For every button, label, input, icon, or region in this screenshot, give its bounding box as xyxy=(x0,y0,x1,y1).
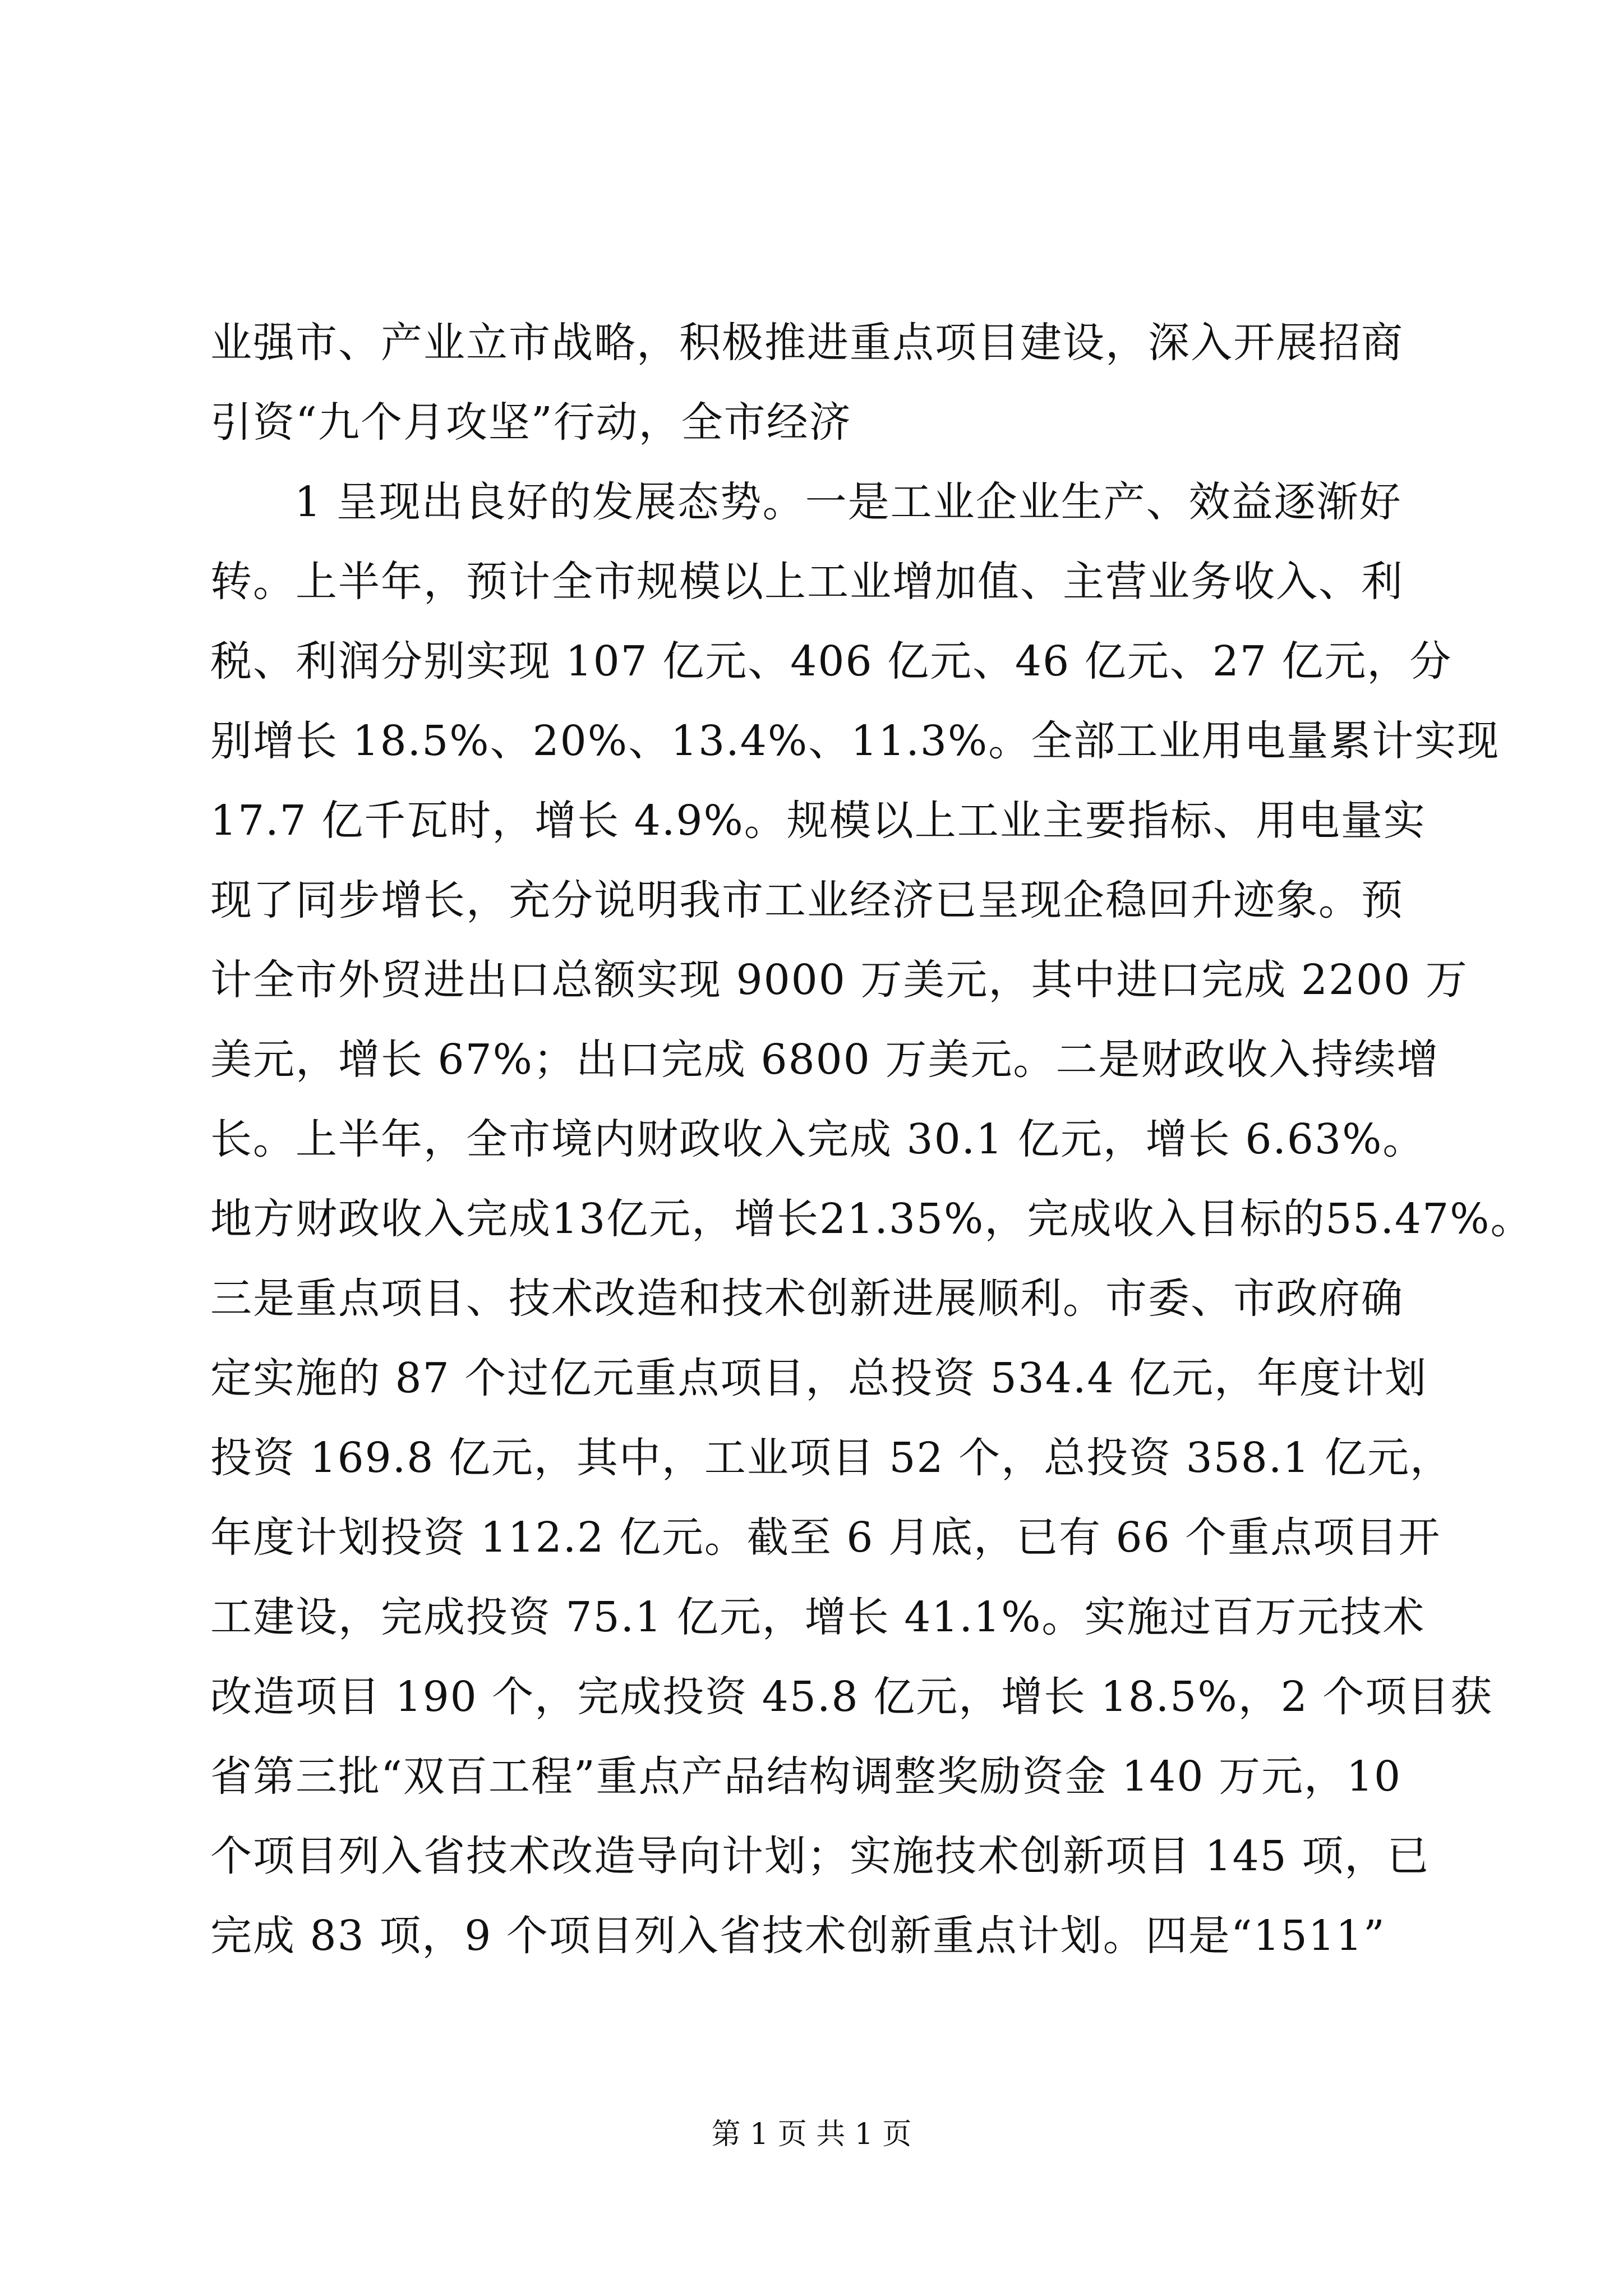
text-line: 个项目列入省技术改造导向计划；实施技术创新项目 145 项，已 xyxy=(210,1832,1430,1880)
text-line: 完成 83 项，9 个项目列入省技术创新重点计划。四是“1511” xyxy=(210,1912,1386,1960)
text-line: 美元，增长 67%；出口完成 6800 万美元。二是财政收入持续增 xyxy=(210,1036,1440,1084)
text-line: 年度计划投资 112.2 亿元。截至 6 月底，已有 66 个重点项目开 xyxy=(210,1513,1441,1562)
text-line: 现了同步增长，充分说明我市工业经济已呈现企稳回升迹象。预 xyxy=(210,876,1404,924)
text-line: 别增长 18.5%、20%、13.4%、11.3%。全部工业用电量累计实现 xyxy=(210,717,1500,765)
text-line: 工建设，完成投资 75.1 亿元，增长 41.1%。实施过百万元技术 xyxy=(210,1593,1426,1641)
body-text xyxy=(210,303,1533,1976)
text-line: 计全市外贸进出口总额实现 9000 万美元，其中进口完成 2200 万 xyxy=(210,956,1468,1004)
text-line: 税、利润分别实现 107 亿元、406 亿元、46 亿元、27 亿元，分 xyxy=(210,637,1453,685)
page-footer: 第 1 页 共 1 页 xyxy=(711,2118,912,2151)
text-line: 引资“九个月攻坚”行动，全市经济 xyxy=(210,398,852,447)
text-line: 1 呈现出良好的发展态势。一是工业企业生产、效益逐渐好 xyxy=(294,478,1402,526)
text-line: 定实施的 87 个过亿元重点项目，总投资 534.4 亿元，年度计划 xyxy=(210,1354,1428,1402)
text-line: 投资 169.8 亿元，其中，工业项目 52 个，总投资 358.1 亿元， xyxy=(210,1434,1453,1482)
text-line: 省第三批“双百工程”重点产品结构调整奖励资金 140 万元，10 xyxy=(210,1752,1402,1801)
text-line: 业强市、产业立市战略，积极推进重点项目建设，深入开展招商 xyxy=(210,319,1404,367)
text-line: 17.7 亿千瓦时，增长 4.9%。规模以上工业主要指标、用电量实 xyxy=(210,797,1426,845)
text-line: 改造项目 190 个，完成投资 45.8 亿元，增长 18.5%，2 个项目获 xyxy=(210,1673,1493,1721)
text-line: 转。上半年，预计全市规模以上工业增加值、主营业务收入、利 xyxy=(210,558,1404,606)
text-line: 三是重点项目、技术改造和技术创新进展顺利。市委、市政府确 xyxy=(210,1274,1404,1323)
text-line: 地方财政收入完成13亿元，增长21.35%，完成收入目标的55.47%。 xyxy=(210,1195,1533,1243)
text-line: 长。上半年，全市境内财政收入完成 30.1 亿元，增长 6.63%。 xyxy=(210,1115,1426,1163)
